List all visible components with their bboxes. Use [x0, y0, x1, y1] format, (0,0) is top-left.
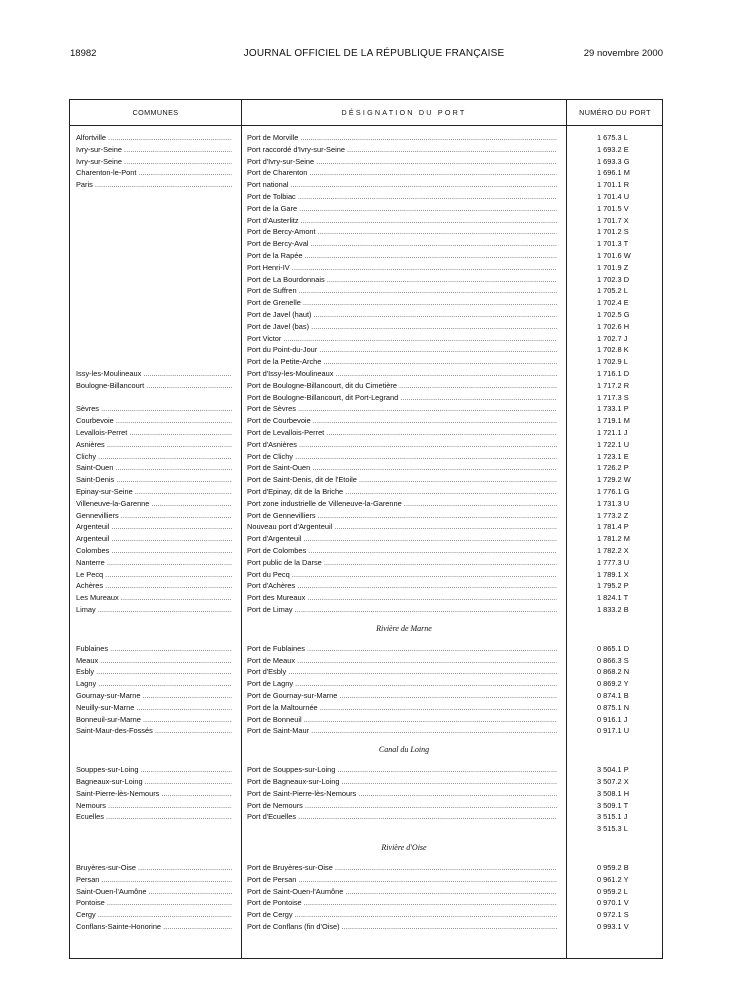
table-row	[70, 725, 662, 737]
port-number-cell: 0 874.1 B	[597, 691, 629, 700]
table-row	[70, 569, 662, 581]
port-name-cell: Port de la Maltournée .....	[247, 702, 557, 714]
port-name-cell: Port de Clichy .....	[247, 451, 557, 463]
port-name-cell: Port de Boulogne-Billancourt, dit du Cimetière .....	[247, 380, 557, 392]
table-row	[70, 451, 662, 463]
table-row	[70, 309, 662, 321]
port-number-cell: 0 972.1 S	[597, 910, 629, 920]
header-divider	[70, 125, 662, 126]
commune-cell: Boulogne-Billancourt .....	[76, 380, 232, 392]
table-row	[70, 226, 662, 238]
table-row	[70, 498, 662, 510]
commune-cell: Ivry-sur-Seine .....	[76, 156, 232, 168]
table-row	[70, 714, 662, 726]
commune-cell: Neuilly-sur-Marne .....	[76, 702, 232, 714]
port-name-cell: Port d'Austerlitz .....	[247, 215, 557, 227]
port-number-cell: 1 716.1 D	[597, 369, 630, 378]
table-row	[70, 811, 662, 823]
column-header-numero: NUMÉRO DU PORT	[579, 108, 651, 117]
table-row	[70, 800, 662, 812]
column-header-communes: COMMUNES	[132, 108, 179, 117]
publication-date: 29 novembre 2000	[583, 48, 663, 59]
table-row	[70, 776, 662, 788]
port-number-cell: 1 781.4 P	[597, 522, 629, 532]
port-number-cell: 0 917.1 U	[597, 726, 630, 736]
commune-cell: Courbevoie .....	[76, 415, 232, 427]
port-name-cell: Port du Point-du-Jour .....	[247, 344, 557, 356]
port-name-cell: Port Henri-IV .....	[247, 262, 557, 274]
port-name-cell: Port de Bercy-Amont .....	[247, 226, 557, 238]
port-number-cell: 0 959.2 B	[597, 863, 629, 872]
port-name-cell: Port de Saint-Denis, dit de l'Etoile .....	[247, 474, 557, 486]
port-name-cell: Port de Saint-Maur .....	[247, 725, 557, 737]
table-row	[70, 144, 662, 156]
port-number-cell: 0 970.1 V	[597, 898, 629, 908]
commune-cell: Meaux .....	[76, 655, 232, 667]
port-number-cell: 0 868.2 N	[597, 667, 630, 677]
commune-cell: Les Mureaux .....	[76, 592, 232, 604]
table-row	[70, 238, 662, 250]
port-number-cell: 1 833.2 B	[597, 605, 629, 614]
table-row	[70, 533, 662, 545]
port-number-cell: 1 702.3 D	[597, 274, 630, 284]
table-row	[70, 333, 662, 345]
ports-table	[69, 99, 663, 959]
commune-cell: Epinay-sur-Seine .....	[76, 486, 232, 498]
table-row	[70, 167, 662, 179]
port-number-cell: 1 702.9 L	[597, 357, 628, 367]
port-number-cell: 1 729.2 W	[597, 475, 631, 485]
port-number-cell: 1 701.9 Z	[597, 262, 629, 272]
port-name-cell: Port de Colombes .....	[247, 545, 557, 557]
commune-cell: Bagneaux-sur-Loing .....	[76, 776, 232, 788]
commune-cell: Alfortville .....	[76, 132, 232, 144]
port-number-cell: 1 675.3 L	[597, 133, 628, 142]
port-name-cell: Port de Meaux .....	[247, 655, 557, 667]
port-number-cell: 1 702.8 K	[597, 345, 629, 355]
commune-cell: Colombes .....	[76, 545, 232, 557]
table-row	[70, 702, 662, 714]
port-number-cell: 1 731.3 U	[597, 498, 630, 508]
commune-cell: Saint-Ouen-l'Aumône .....	[76, 886, 232, 898]
table-row	[70, 179, 662, 191]
port-name-cell: Port de Boulogne-Billancourt, dit Port-Legrand .....	[247, 392, 557, 404]
table-row	[70, 321, 662, 333]
port-name-cell: Port de Javel (bas) .....	[247, 321, 557, 333]
table-row	[70, 486, 662, 498]
port-number-cell: 1 693.2 E	[597, 144, 629, 154]
port-name-cell: Port Victor .....	[247, 333, 557, 345]
port-number-cell: 0 875.1 N	[597, 702, 630, 712]
commune-cell: Pontoise .....	[76, 897, 232, 909]
table-row	[70, 474, 662, 486]
commune-cell: Villeneuve-la-Garenne .....	[76, 498, 232, 510]
port-number-cell: 1 702.5 G	[597, 310, 630, 319]
commune-cell: Levallois-Perret .....	[76, 427, 232, 439]
commune-cell: Sèvres .....	[76, 403, 232, 415]
port-name-cell: Port de la Rapée .....	[247, 250, 557, 262]
section-title: Rivière de Marne	[376, 623, 432, 633]
port-name-cell: Port de Bagneaux-sur-Loing .....	[247, 776, 557, 788]
port-number-cell: 3 507.2 X	[597, 777, 629, 786]
commune-cell: Nemours .....	[76, 800, 232, 812]
table-row	[70, 462, 662, 474]
section-title: Rivière d'Oise	[381, 843, 427, 852]
port-number-cell: 3 508.1 H	[597, 788, 630, 798]
commune-cell: Saint-Maur-des-Fossés .....	[76, 725, 232, 737]
table-row	[70, 203, 662, 215]
port-name-cell: Port de Bonneuil .....	[247, 714, 557, 726]
table-row	[70, 439, 662, 451]
commune-cell: Saint-Ouen .....	[76, 462, 232, 474]
commune-cell: Bruyères-sur-Oise .....	[76, 862, 232, 874]
port-number-cell: 1 773.2 Z	[597, 510, 629, 520]
commune-cell: Clichy .....	[76, 451, 232, 463]
port-number-cell: 1 702.4 E	[597, 298, 629, 308]
table-row	[70, 250, 662, 262]
table-row	[70, 545, 662, 557]
port-name-cell: Port de Morville .....	[247, 132, 557, 144]
port-name-cell: Port national .....	[247, 179, 557, 191]
port-number-cell: 0 866.3 S	[597, 655, 629, 665]
port-name-cell: Port d'Argenteuil .....	[247, 533, 557, 545]
port-number-cell: 1 719.1 M	[597, 416, 630, 426]
port-number-cell: 1 777.3 U	[597, 557, 630, 567]
port-number-cell: 0 916.1 J	[597, 714, 628, 724]
section-title: Canal du Loing	[378, 745, 430, 755]
table-row	[70, 132, 662, 144]
commune-cell: Gennevilliers .....	[76, 510, 232, 522]
port-number-cell: 1 824.1 T	[597, 593, 629, 603]
port-name-cell: Port des Mureaux .....	[247, 592, 557, 604]
port-number-cell: 3 515.1 J	[597, 812, 628, 822]
table-row	[70, 897, 662, 909]
commune-cell: Persan .....	[76, 874, 232, 886]
port-name-cell: Port de Charenton .....	[247, 167, 557, 179]
commune-cell: Charenton-le-Pont .....	[76, 167, 232, 179]
port-number-cell: 1 717.3 S	[597, 392, 629, 402]
commune-cell: Ecuelles .....	[76, 811, 232, 823]
commune-cell: Achères .....	[76, 580, 232, 592]
table-row	[70, 580, 662, 592]
table-row	[70, 403, 662, 415]
port-name-cell: Port de Courbevoie .....	[247, 415, 557, 427]
table-row	[70, 285, 662, 297]
commune-cell: Argenteuil .....	[76, 521, 232, 533]
port-name-cell: Port d'Epinay, dit de la Briche .....	[247, 486, 557, 498]
port-number-cell: 1 721.1 J	[597, 428, 628, 437]
port-name-cell: Port de Levallois-Perret .....	[247, 427, 557, 439]
port-name-cell: Port d'Issy-les-Moulineaux .....	[247, 368, 557, 380]
port-name-cell: Port de Persan .....	[247, 874, 557, 886]
port-number-cell: 1 696.1 M	[597, 168, 630, 178]
table-row	[70, 604, 662, 616]
table-row	[70, 521, 662, 533]
table-row	[70, 427, 662, 439]
port-name-cell: Port de Fublaines .....	[247, 643, 557, 655]
port-number-cell: 3 504.1 P	[597, 765, 629, 775]
port-number-cell: 1 726.2 P	[597, 463, 629, 473]
journal-title: JOURNAL OFFICIEL DE LA RÉPUBLIQUE FRANÇAISE	[243, 48, 505, 59]
commune-cell: Limay .....	[76, 604, 232, 616]
port-name-cell: Port de Suffren .....	[247, 285, 557, 297]
port-number-cell: 1 701.7 X	[597, 215, 629, 225]
port-number-cell: 1 701.4 U	[597, 192, 630, 201]
port-name-cell: Port raccordé d'Ivry-sur-Seine .....	[247, 144, 557, 156]
port-name-cell: Port d'Esbly .....	[247, 666, 557, 678]
table-row	[70, 690, 662, 702]
port-number-cell: 1 733.1 P	[597, 404, 629, 414]
port-number-cell: 0 865.1 D	[597, 643, 630, 653]
port-name-cell: Port de Javel (haut) .....	[247, 309, 557, 321]
port-number-cell: 1 717.2 R	[597, 380, 630, 390]
port-name-cell: Port de Gennevilliers .....	[247, 510, 557, 522]
table-row	[70, 862, 662, 874]
port-name-cell: Port du Pecq .....	[247, 569, 557, 581]
port-number-cell: 1 789.1 X	[597, 569, 629, 579]
table-row	[70, 788, 662, 800]
port-name-cell: Port de Gournay-sur-Marne .....	[247, 690, 557, 702]
port-number-cell: 1 776.1 G	[597, 487, 630, 496]
commune-cell: Nanterre .....	[76, 557, 232, 569]
port-name-cell: Port de Souppes-sur-Loing .....	[247, 764, 557, 776]
port-name-cell: Port de Saint-Pierre-lès-Nemours .....	[247, 788, 557, 800]
table-row	[70, 921, 662, 933]
port-name-cell: Port de La Bourdonnais .....	[247, 274, 557, 286]
table-row	[70, 297, 662, 309]
port-number-cell: 0 959.2 L	[597, 886, 628, 896]
port-name-cell: Nouveau port d'Argenteuil .....	[247, 521, 557, 533]
commune-cell: Conflans-Sainte-Honorine .....	[76, 921, 232, 933]
port-name-cell: Port de Bruyères-sur-Oise .....	[247, 862, 557, 874]
page-number: 18982	[70, 48, 97, 59]
port-number-cell: 1 782.2 X	[597, 546, 629, 555]
commune-cell: Cergy .....	[76, 909, 232, 921]
table-row	[70, 678, 662, 690]
port-number-cell: 1 701.2 S	[597, 227, 629, 237]
commune-cell: Paris .....	[76, 179, 232, 191]
table-row	[70, 764, 662, 776]
port-name-cell: Port de Conflans (fin d'Oise) .....	[247, 921, 557, 933]
port-number-cell: 1 722.1 U	[597, 439, 630, 449]
port-name-cell: Port de la Petite-Arche .....	[247, 356, 557, 368]
port-number-cell: 0 993.1 V	[597, 922, 629, 931]
commune-cell: Saint-Denis .....	[76, 474, 232, 486]
port-name-cell: Port d'Ecuelles .....	[247, 811, 557, 823]
port-name-cell: Port de Nemours .....	[247, 800, 557, 812]
table-row	[70, 592, 662, 604]
port-name-cell: Port zone industrielle de Villeneuve-la-Garenne .....	[247, 498, 557, 510]
table-row	[70, 344, 662, 356]
commune-cell: Fublaines .....	[76, 643, 232, 655]
table-row	[70, 215, 662, 227]
commune-cell: Saint-Pierre-lès-Nemours .....	[76, 788, 232, 800]
table-row	[70, 415, 662, 427]
port-name-cell: Port de Sèvres .....	[247, 403, 557, 415]
table-row	[70, 655, 662, 667]
port-name-cell: Port public de la Darse .....	[247, 557, 557, 569]
table-row	[70, 191, 662, 203]
commune-cell: Lagny .....	[76, 678, 232, 690]
table-row	[70, 274, 662, 286]
table-row	[70, 368, 662, 380]
table-row	[70, 380, 662, 392]
port-number-cell: 0 869.2 Y	[597, 679, 629, 689]
port-name-cell: Port de Pontoise .....	[247, 897, 557, 909]
port-number-cell: 1 693.3 G	[597, 156, 630, 166]
port-name-cell: Port d'Achères .....	[247, 580, 557, 592]
port-number-cell: 1 702.7 J	[597, 333, 628, 343]
port-number-cell: 3 509.1 T	[597, 800, 629, 810]
port-name-cell: Port de Cergy .....	[247, 909, 557, 921]
table-row	[70, 666, 662, 678]
commune-cell: Gournay-sur-Marne .....	[76, 690, 232, 702]
table-row	[70, 886, 662, 898]
table-row	[70, 262, 662, 274]
port-name-cell: Port d'Asnières .....	[247, 439, 557, 451]
commune-cell: Ivry-sur-Seine .....	[76, 144, 232, 156]
table-row	[70, 156, 662, 168]
port-name-cell: Port de Grenelle .....	[247, 297, 557, 309]
port-number-cell: 1 702.6 H	[597, 321, 630, 331]
table-row	[70, 510, 662, 522]
port-name-cell: Port d'Ivry-sur-Seine .....	[247, 156, 557, 168]
port-name-cell: Port de Bercy-Aval .....	[247, 238, 557, 250]
port-number-cell: 1 701.1 R	[597, 180, 630, 190]
commune-cell: Asnières .....	[76, 439, 232, 451]
port-number-cell: 0 961.2 Y	[597, 874, 629, 884]
commune-cell: Esbly .....	[76, 666, 232, 678]
table-row	[70, 643, 662, 655]
table-row	[70, 823, 662, 835]
column-header-designation: DÉSIGNATION DU PORT	[341, 108, 467, 117]
port-number-cell: 1 781.2 M	[597, 534, 630, 544]
port-name-cell: Port de Limay .....	[247, 604, 557, 616]
port-number-cell: 1 723.1 E	[597, 451, 629, 461]
table-row	[70, 392, 662, 404]
port-number-cell: 1 701.3 T	[597, 239, 629, 249]
port-name-cell: Port de Tolbiac .....	[247, 191, 557, 203]
port-name-cell: Port de la Gare .....	[247, 203, 557, 215]
port-number-cell: 1 795.2 P	[597, 581, 629, 591]
commune-cell: Bonneuil-sur-Marne .....	[76, 714, 232, 726]
port-name-cell: Port de Lagny .....	[247, 678, 557, 690]
port-name-cell: Port de Saint-Ouen-l'Aumône .....	[247, 886, 557, 898]
table-row	[70, 557, 662, 569]
commune-cell: Issy-les-Moulineaux .....	[76, 368, 232, 380]
commune-cell: Argenteuil .....	[76, 533, 232, 545]
table-row	[70, 356, 662, 368]
port-name-cell: Port de Saint-Ouen .....	[247, 462, 557, 474]
commune-cell: Souppes-sur-Loing .....	[76, 764, 232, 776]
table-row	[70, 874, 662, 886]
port-number-cell: 3 515.3 L	[597, 824, 628, 834]
port-number-cell: 1 701.5 V	[597, 203, 629, 213]
port-number-cell: 1 705.2 L	[597, 286, 628, 296]
port-number-cell: 1 701.6 W	[597, 251, 631, 260]
commune-cell: Le Pecq .....	[76, 569, 232, 581]
table-row	[70, 909, 662, 921]
